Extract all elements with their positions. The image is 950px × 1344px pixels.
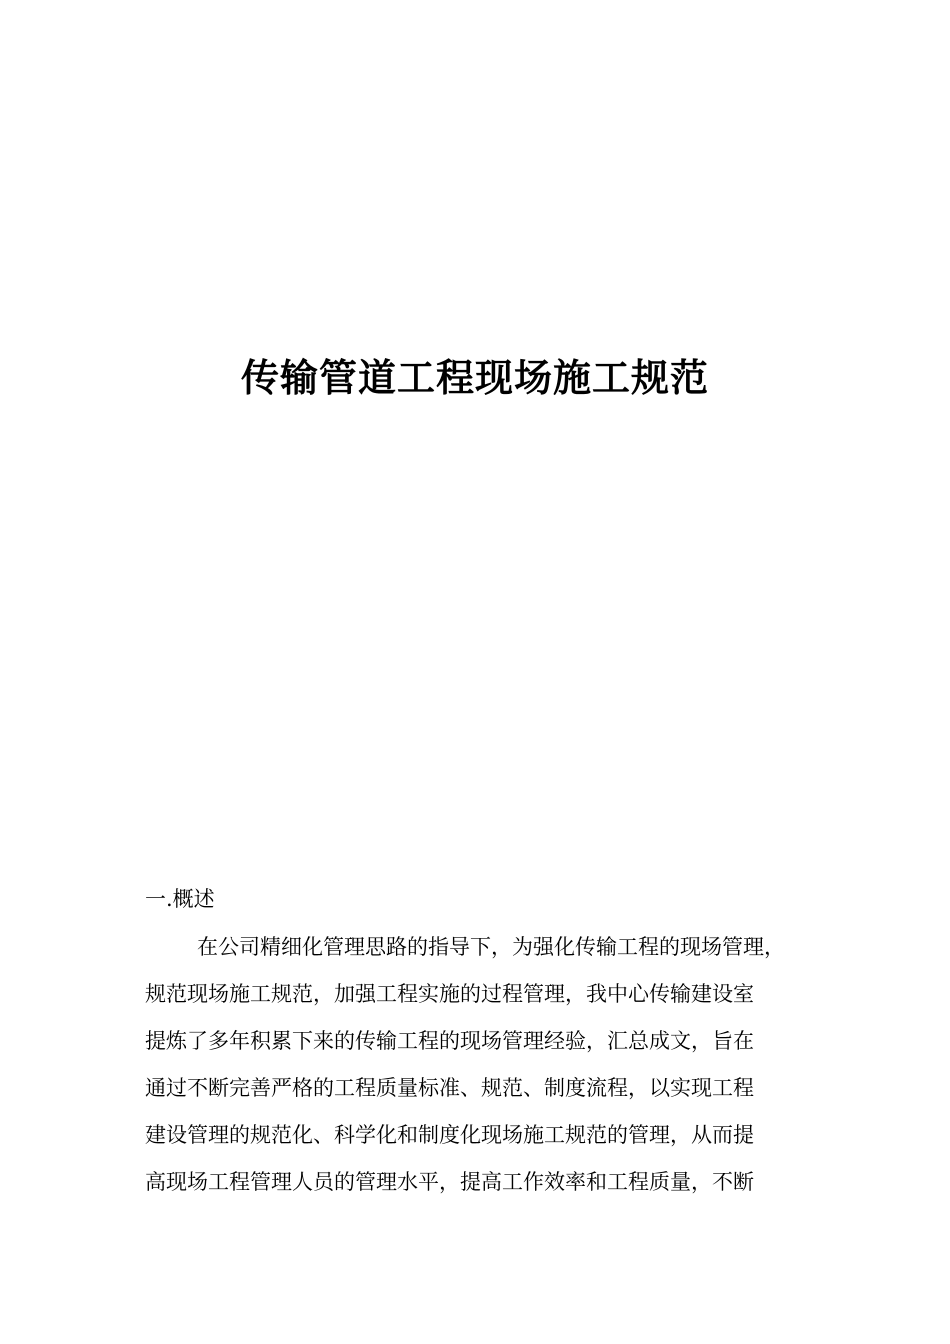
document-title: 传输管道工程现场施工规范	[240, 356, 709, 400]
body-paragraph	[145, 928, 835, 1210]
paragraph-line: 通过不断完善严格的工程质量标准、规范、制度流程，以实现工程	[145, 1076, 754, 1100]
paragraph-line: 规范现场施工规范，加强工程实施的过程管理，我中心传输建设室	[145, 982, 754, 1006]
paragraph-line: 在公司精细化管理思路的指导下，为强化传输工程的现场管理，	[197, 935, 785, 959]
section-heading: 一.概述	[145, 887, 215, 911]
paragraph-line: 建设管理的规范化、科学化和制度化现场施工规范的管理，从而提	[145, 1123, 754, 1147]
paragraph-line: 高现场工程管理人员的管理水平，提高工作效率和工程质量，不断	[145, 1170, 754, 1194]
paragraph-line: 提炼了多年积累下来的传输工程的现场管理经验，汇总成文，旨在	[145, 1029, 754, 1053]
